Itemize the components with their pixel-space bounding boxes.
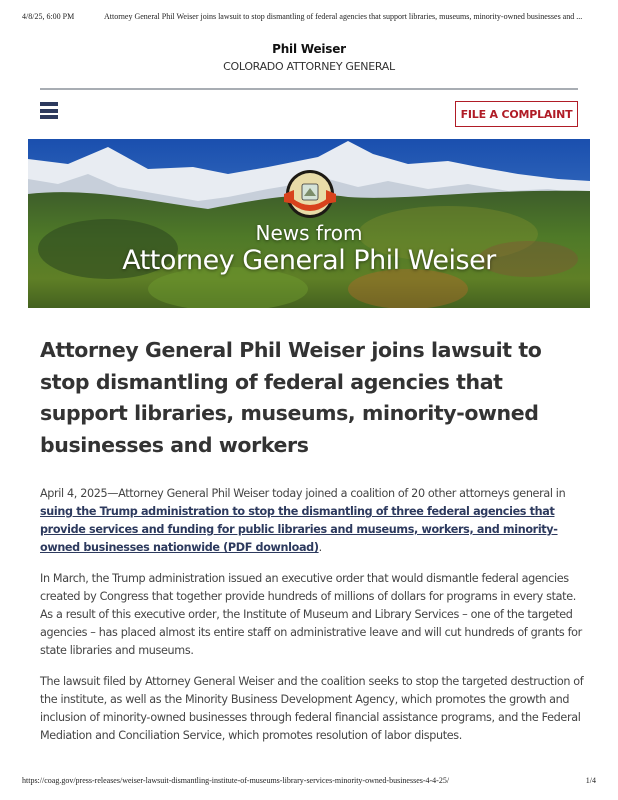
menu-bar — [40, 102, 58, 106]
page-url: https://coag.gov/press-releases/weiser-lawsuit-dismantling-institute-of-museums-library-services-minority-owned-businesses-4-4-25/ — [22, 776, 450, 785]
attorney-general-seal-icon — [280, 168, 340, 220]
header-divider — [40, 88, 578, 90]
file-complaint-button[interactable]: FILE A COMPLAINT — [455, 101, 578, 127]
lawsuit-pdf-link[interactable]: suing the Trump administration to stop the dismantling of three federal agencies that provide services and funding for public libraries and museums, workers, and minority-owned businesses nationwide (PDF download) — [40, 505, 558, 554]
paragraph-1-suffix: . — [318, 541, 322, 554]
article-paragraph-3: The lawsuit filed by Attorney General Weiser and the coalition seeks to stop the targeted destruction of the institute, as well as the Minority Business Development Agency, which promotes the growth and inclusion of minority-owned businesses through federal financial assistance programs, and the Federal Mediation and Conciliation Service, which promotes resolution of labor disputes. — [40, 675, 584, 742]
menu-bar — [40, 109, 58, 113]
banner-news-from: News from — [255, 221, 363, 245]
paragraph-1-text: April 4, 2025—Attorney General Phil Weiser today joined a coalition of 20 other attorneys general in — [40, 487, 566, 500]
menu-bar — [40, 115, 58, 119]
article-paragraph-1 — [40, 485, 588, 557]
hero-banner — [28, 139, 590, 308]
print-footer — [22, 776, 596, 785]
print-header — [22, 12, 608, 21]
site-header — [0, 42, 618, 73]
banner-ag-name: Attorney General Phil Weiser — [122, 245, 496, 276]
hamburger-menu-icon[interactable] — [40, 102, 58, 119]
site-subtitle: COLORADO ATTORNEY GENERAL — [223, 60, 395, 73]
site-name[interactable]: Phil Weiser — [272, 42, 346, 56]
page-number: 1/4 — [585, 776, 596, 785]
article-headline: Attorney General Phil Weiser joins lawsuit to stop dismantling of federal agencies that support libraries, museums, minority-owned businesses and workers — [40, 338, 542, 457]
print-date: 4/8/25, 6:00 PM — [22, 12, 75, 21]
article-paragraph-2: In March, the Trump administration issued an executive order that would dismantle federal agencies created by Congress that together provide hundreds of millions of dollars for programs in every state. As a result of this executive order, the Institute of Museum and Library Services – one of the targeted agencies – has placed almost its entire staff on administrative leave and will cut hundreds of grants for state libraries and museums. — [40, 572, 582, 657]
print-title: Attorney General Phil Weiser joins lawsuit to stop dismantling of federal agencies that support libraries, museums, minority-owned businesses and ... — [104, 12, 583, 21]
